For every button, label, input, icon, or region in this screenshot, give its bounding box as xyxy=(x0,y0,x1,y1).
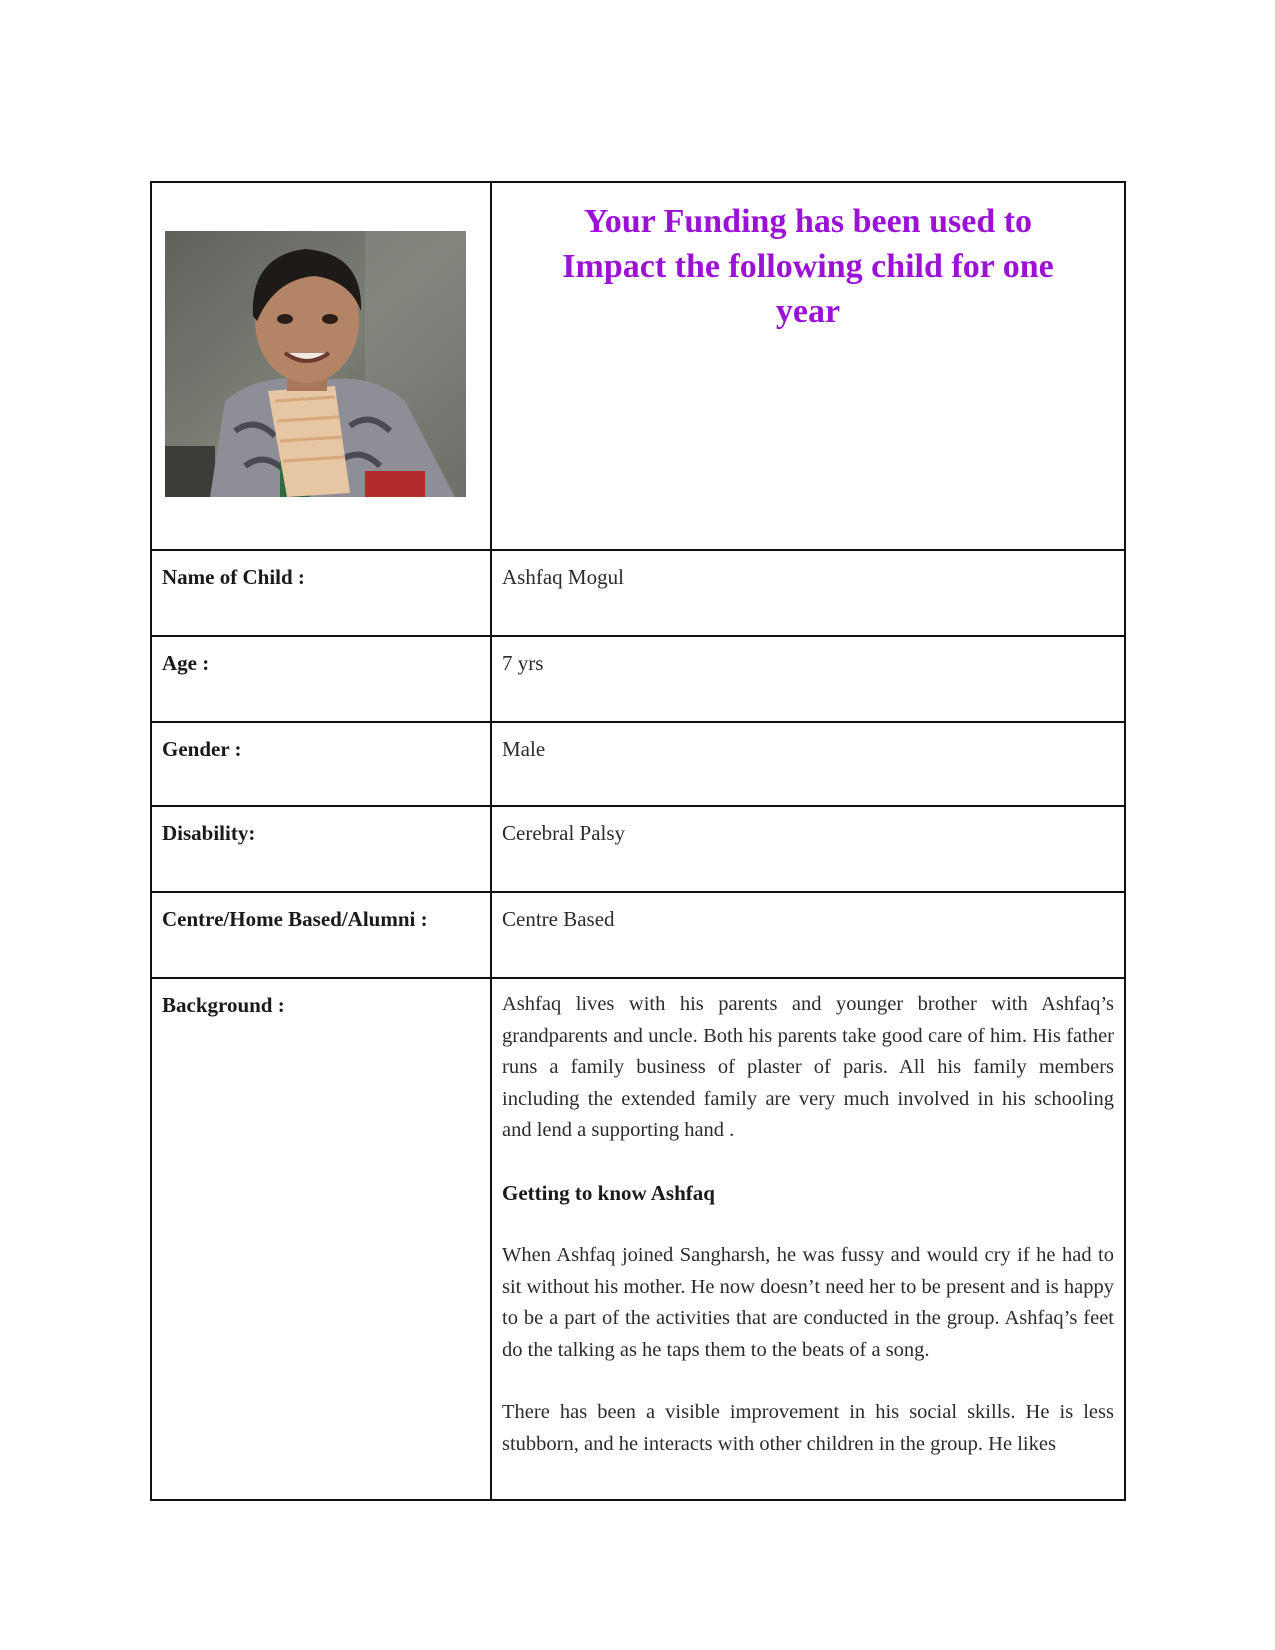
child-photo xyxy=(165,231,466,497)
name-label: Name of Child : xyxy=(162,565,305,589)
child-profile-table xyxy=(150,181,1126,1501)
gender-label: Gender : xyxy=(162,737,242,761)
age-row xyxy=(152,637,1124,723)
disability-value: Cerebral Palsy xyxy=(502,821,626,845)
title-line-3: year xyxy=(775,293,841,330)
name-value: Ashfaq Mogul xyxy=(502,565,624,589)
background-content xyxy=(492,979,1124,1501)
centre-value: Centre Based xyxy=(502,907,615,931)
age-value: 7 yrs xyxy=(502,651,544,675)
photo-cell xyxy=(152,183,492,549)
gender-value: Male xyxy=(502,737,546,761)
page-title xyxy=(502,199,1114,334)
centre-label: Centre/Home Based/Alumni : xyxy=(162,907,428,931)
background-label: Background : xyxy=(162,993,285,1017)
gender-row xyxy=(152,723,1124,807)
age-label: Age : xyxy=(162,651,210,675)
background-paragraph-3: There has been a visible improvement in his social skills. He is less stubborn, and he interacts with other children in the group. He likes xyxy=(502,1401,1114,1455)
title-line-2: Impact the following child for one xyxy=(562,248,1054,285)
background-paragraph-1: Ashfaq lives with his parents and younger brother with Ashfaq’s grandparents and uncle. Both his parents take good care of him. His father runs a family business of plaster of paris. All his family members including the extended family are very much involved in his schooling and lend a supporting hand . xyxy=(502,993,1114,1141)
header-row xyxy=(152,183,1124,551)
centre-row xyxy=(152,893,1124,979)
title-cell xyxy=(492,183,1124,549)
background-subheading: Getting to know Ashfaq xyxy=(502,1180,715,1205)
title-line-1: Your Funding has been used to xyxy=(583,203,1033,240)
background-row xyxy=(152,979,1124,1501)
background-paragraph-2: When Ashfaq joined Sangharsh, he was fussy and would cry if he had to sit without his mother. He now doesn’t need her to be present and is happy to be a part of the activities that are conducted in the group. Ashfaq’s feet do the talking as he taps them to the beats of a song. xyxy=(502,1244,1114,1361)
disability-label: Disability: xyxy=(162,821,256,845)
name-row xyxy=(152,551,1124,637)
disability-row xyxy=(152,807,1124,893)
